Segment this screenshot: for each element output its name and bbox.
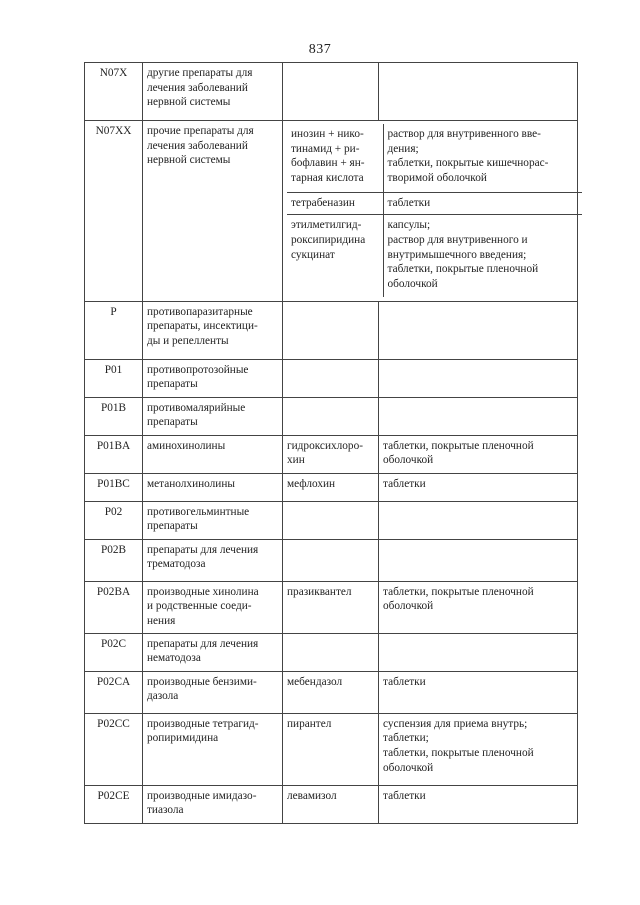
group-name-cell — [143, 785, 283, 823]
table-row — [85, 63, 578, 121]
substance-name-cell — [287, 215, 383, 297]
group-name-cell — [143, 581, 283, 633]
text-line: препараты для лечения — [147, 637, 259, 650]
substance-name-cell — [283, 63, 379, 121]
text-line: противопаразитарные — [147, 305, 253, 318]
text-line: нематодоза — [147, 652, 201, 665]
table-row — [85, 713, 578, 785]
text-line: таблетки, покрытые пленочной — [383, 585, 534, 598]
text-line: инозин + нико- — [291, 128, 364, 140]
text-line: тарная кислота — [291, 172, 364, 185]
text-line: препараты — [147, 520, 198, 533]
text-line: таблетки — [387, 196, 431, 209]
text-line: хин — [287, 454, 305, 467]
text-line: капсулы; — [387, 219, 431, 232]
text-line: трематодоза — [147, 558, 206, 571]
text-line: производные имидазо- — [147, 789, 257, 802]
text-line: роксипиридина — [291, 233, 366, 246]
text-line: другие препараты для — [147, 67, 253, 79]
table-row — [85, 301, 578, 359]
text-line: бофлавин + ян- — [291, 157, 365, 170]
substance-name-cell — [283, 501, 379, 539]
text-line: тинамид + ри- — [291, 142, 360, 155]
table-row — [85, 581, 578, 633]
text-line: мебендазол — [287, 675, 343, 688]
text-line: препараты — [147, 378, 198, 391]
atc-code-cell: P02CC — [85, 713, 143, 785]
substance-name-cell — [283, 301, 379, 359]
dosage-form-cell — [379, 397, 578, 435]
text-line: производные тетрагид- — [147, 717, 259, 730]
substance-name-cell — [283, 713, 379, 785]
text-line: творимой оболочкой — [387, 172, 487, 185]
dosage-form-cell — [379, 473, 578, 501]
dosage-form-cell — [379, 713, 578, 785]
text-line: лечения заболеваний — [147, 139, 248, 152]
text-line: тетрабеназин — [291, 196, 355, 209]
text-line: оболочкой — [387, 277, 438, 290]
group-name-cell — [143, 713, 283, 785]
text-line: и родственные соеди- — [147, 600, 252, 613]
substance-name-cell — [283, 359, 379, 397]
group-name-cell — [143, 539, 283, 581]
text-line: противомалярийные — [147, 401, 246, 414]
group-name-cell — [143, 359, 283, 397]
group-name-cell — [143, 397, 283, 435]
group-name-cell — [143, 301, 283, 359]
dosage-form-cell — [379, 785, 578, 823]
group-name-cell — [143, 435, 283, 473]
atc-code-cell: N07X — [85, 63, 143, 121]
text-line: препараты — [147, 416, 198, 429]
table-row — [85, 121, 578, 302]
text-line: раствор для внутривенного и — [387, 233, 528, 246]
group-name-cell — [143, 633, 283, 671]
text-line: празиквантел — [287, 585, 352, 598]
text-line: оболочкой — [383, 454, 434, 467]
page-number: 837 — [308, 42, 332, 57]
dosage-form-cell — [379, 435, 578, 473]
table-row — [85, 785, 578, 823]
dosage-form-cell — [379, 539, 578, 581]
text-line: раствор для внутривенного вве- — [387, 128, 541, 140]
group-name-cell — [143, 63, 283, 121]
text-line: таблетки, покрытые пленочной — [383, 747, 534, 760]
dosage-form-cell — [379, 359, 578, 397]
text-line: противопротозойные — [147, 363, 249, 376]
dosage-form-cell — [383, 192, 582, 215]
table-row — [85, 359, 578, 397]
text-line: оболочкой — [383, 761, 434, 774]
group-name-cell — [143, 501, 283, 539]
text-line: нервной системы — [147, 96, 231, 109]
substance-name-cell — [283, 539, 379, 581]
text-line: левамизол — [287, 789, 337, 802]
table-row — [85, 473, 578, 501]
group-name-cell — [143, 473, 283, 501]
atc-code-cell: N07XX — [85, 121, 143, 302]
substance-row — [287, 192, 582, 215]
substance-name-cell — [287, 124, 383, 192]
atc-code-cell: P01B — [85, 397, 143, 435]
substance-subtable — [287, 124, 582, 297]
text-line: таблетки — [383, 477, 426, 490]
text-line: противогельминтные — [147, 505, 250, 518]
text-line: прочие препараты для — [147, 125, 254, 137]
text-line: производные хинолина — [147, 585, 259, 598]
table-row — [85, 633, 578, 671]
text-line: сукцинат — [291, 248, 335, 261]
atc-code-cell: P — [85, 301, 143, 359]
text-line: лечения заболеваний — [147, 81, 248, 94]
atc-code-cell: P02BA — [85, 581, 143, 633]
atc-code-cell: P02C — [85, 633, 143, 671]
dosage-form-cell — [379, 301, 578, 359]
dosage-form-cell — [379, 671, 578, 713]
table-row — [85, 671, 578, 713]
substance-name-cell — [283, 785, 379, 823]
table-row — [85, 397, 578, 435]
text-line: таблетки; — [383, 732, 429, 745]
dosage-form-cell — [379, 633, 578, 671]
text-line: оболочкой — [383, 600, 434, 613]
text-line: ды и репелленты — [147, 335, 229, 348]
group-name-cell — [143, 671, 283, 713]
text-line: таблетки, покрытые кишечнорас- — [387, 157, 549, 170]
drug-table — [84, 62, 578, 824]
atc-code-cell: P02CE — [85, 785, 143, 823]
text-line: пирантел — [287, 717, 332, 730]
text-line: дения; — [387, 142, 419, 155]
text-line: нения — [147, 615, 176, 628]
dosage-form-cell — [379, 581, 578, 633]
text-line: гидроксихлоро- — [287, 439, 363, 452]
atc-code-cell: P02 — [85, 501, 143, 539]
dosage-form-cell — [383, 215, 582, 297]
dosage-form-cell — [383, 124, 582, 192]
substance-name-cell — [283, 435, 379, 473]
substance-name-cell — [283, 581, 379, 633]
text-line: суспензия для приема внутрь; — [383, 717, 528, 730]
substances-cell — [283, 121, 578, 302]
substance-name-cell — [283, 633, 379, 671]
substance-row — [287, 124, 582, 192]
substance-name-cell — [287, 192, 383, 215]
text-line: таблетки — [383, 675, 426, 688]
text-line: препараты, инсектици- — [147, 320, 258, 333]
text-line: нервной системы — [147, 154, 231, 167]
text-line: этилметилгид- — [291, 219, 362, 232]
table-body — [85, 63, 578, 824]
atc-code-cell: P02B — [85, 539, 143, 581]
text-line: внутримышечного введения; — [387, 248, 527, 261]
table-row — [85, 539, 578, 581]
text-line: мефлохин — [287, 477, 336, 490]
substance-row — [287, 215, 582, 297]
text-line: ропиримидина — [147, 732, 219, 745]
atc-code-cell: P01 — [85, 359, 143, 397]
text-line: производные бензими- — [147, 675, 257, 688]
text-line: препараты для лечения — [147, 543, 259, 556]
substance-name-cell — [283, 671, 379, 713]
text-line: таблетки, покрытые пленочной — [387, 263, 539, 276]
substance-name-cell — [283, 473, 379, 501]
text-line: метанолхинолины — [147, 477, 235, 490]
text-line: аминохинолины — [147, 439, 226, 452]
table-row — [85, 501, 578, 539]
atc-code-cell: P02CA — [85, 671, 143, 713]
atc-code-cell: P01BC — [85, 473, 143, 501]
dosage-form-cell — [379, 501, 578, 539]
text-line: тиазола — [147, 804, 184, 817]
text-line: таблетки, покрытые пленочной — [383, 439, 534, 452]
group-name-cell — [143, 121, 283, 302]
atc-code-cell: P01BA — [85, 435, 143, 473]
substance-name-cell — [283, 397, 379, 435]
text-line: дазола — [147, 690, 179, 703]
text-line: таблетки — [383, 789, 426, 802]
table-row — [85, 435, 578, 473]
dosage-form-cell — [379, 63, 578, 121]
